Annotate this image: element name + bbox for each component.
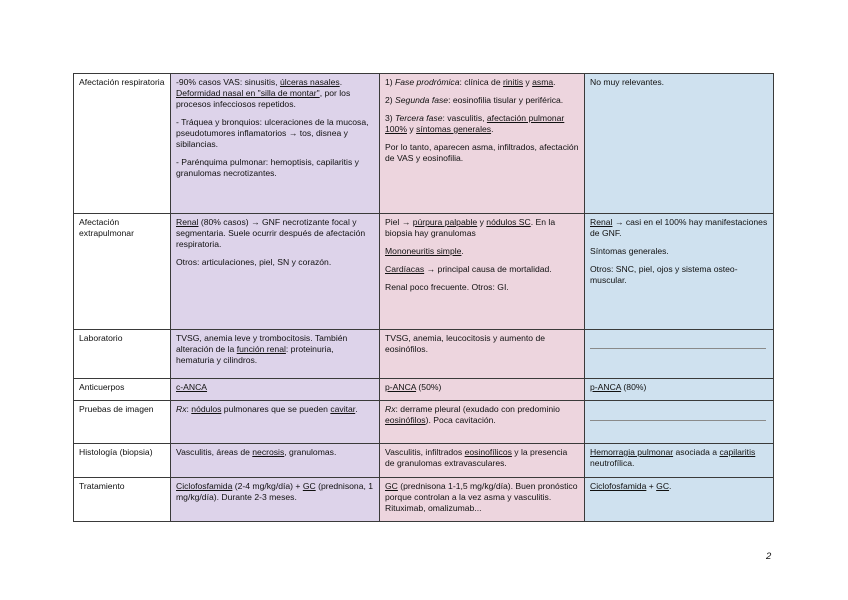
cell-extrapulmonary-col1 — [171, 214, 380, 330]
paragraph: Mononeuritis simple. — [385, 246, 464, 256]
cell-respiratory-col2 — [380, 74, 585, 214]
cell-respiratory-col1 — [171, 74, 380, 214]
cell-laboratory-col3 — [585, 330, 774, 379]
table-row-treatment — [74, 478, 774, 522]
cell-laboratory-col1: TVSG, anemia leve y trombocitosis. También alteración de la función renal: proteinuria, hematuria y cilindros. — [171, 330, 380, 379]
comparison-table — [73, 73, 774, 522]
row-header-respiratory: Afectación respiratoria — [74, 74, 171, 214]
cell-antibodies-col3: p-ANCA (80%) — [585, 379, 774, 401]
paragraph: Síntomas generales. — [590, 246, 669, 256]
table-row-laboratory — [74, 330, 774, 379]
cell-treatment-col3: Ciclofosfamida + GC. — [585, 478, 774, 522]
paragraph: Renal poco frecuente. Otros: GI. — [385, 282, 509, 292]
row-header-extrapulmonary: Afectación extrapulmonar — [74, 214, 171, 330]
paragraph: Renal → casi en el 100% hay manifestaciones de GNF. — [590, 217, 768, 238]
cell-treatment-col2: GC (prednisona 1-1,5 mg/kg/día). Buen pronóstico porque controlan a la vez asma y vasculitis. Rituximab, omalizumab... — [380, 478, 585, 522]
paragraph: Otros: articulaciones, piel, SN y corazón. — [176, 257, 332, 267]
paragraph: - Tráquea y bronquios: ulceraciones de la mucosa, pseudotumores inflamatorios → tos, disnea y sibilancias. — [176, 117, 369, 149]
cell-laboratory-col2: TVSG, anemia, leucocitosis y aumento de eosinófilos. — [380, 330, 585, 379]
table-row-histology — [74, 444, 774, 478]
paragraph: -90% casos VAS: sinusitis, úlceras nasales. Deformidad nasal en "silla de montar", por los procesos infecciosos repetidos. — [176, 77, 351, 109]
cell-extrapulmonary-col3 — [585, 214, 774, 330]
row-header-histology: Histología (biopsia) — [74, 444, 171, 478]
row-header-treatment: Tratamiento — [74, 478, 171, 522]
cell-histology-col2: Vasculitis, infiltrados eosinofílicos y la presencia de granulomas extravasculares. — [380, 444, 585, 478]
cell-respiratory-col3: No muy relevantes. — [585, 74, 774, 214]
cell-histology-col1: Vasculitis, áreas de necrosis, granulomas. — [171, 444, 380, 478]
empty-line — [590, 348, 766, 349]
paragraph: Piel → púrpura palpable y nódulos SC. En la biopsia hay granulomas — [385, 217, 556, 238]
table-row-respiratory — [74, 74, 774, 214]
cell-antibodies-col1: c-ANCA — [171, 379, 380, 401]
page-number: 2 — [766, 551, 772, 562]
cell-imaging-col3 — [585, 401, 774, 444]
paragraph: Otros: SNC, piel, ojos y sistema osteo-muscular. — [590, 264, 738, 285]
cell-extrapulmonary-col2 — [380, 214, 585, 330]
row-header-imaging: Pruebas de imagen — [74, 401, 171, 444]
cell-treatment-col1: Ciclofosfamida (2-4 mg/kg/día) + GC (prednisona, 1 mg/kg/día). Durante 2-3 meses. — [171, 478, 380, 522]
cell-imaging-col1: Rx: nódulos pulmonares que se pueden cavitar. — [171, 401, 380, 444]
paragraph: 1) Fase prodrómica: clínica de rinitis y asma. — [385, 77, 556, 87]
cell-histology-col3: Hemorragia pulmonar asociada a capilaritis neutrofílica. — [585, 444, 774, 478]
cell-imaging-col2: Rx: derrame pleural (exudado con predominio eosinófilos). Poca cavitación. — [380, 401, 585, 444]
empty-line — [590, 420, 766, 421]
paragraph: 2) Segunda fase: eosinofilia tisular y periférica. — [385, 95, 564, 105]
cell-antibodies-col2: p-ANCA (50%) — [380, 379, 585, 401]
paragraph: - Parénquima pulmonar: hemoptisis, capilaritis y granulomas necrotizantes. — [176, 157, 359, 178]
row-header-antibodies: Anticuerpos — [74, 379, 171, 401]
paragraph: 3) Tercera fase: vasculitis, afectación pulmonar 100% y síntomas generales. — [385, 113, 565, 134]
table-row-extrapulmonary — [74, 214, 774, 330]
table-row-antibodies — [74, 379, 774, 401]
paragraph: Por lo tanto, aparecen asma, infiltrados, afectación de VAS y eosinofilia. — [385, 142, 579, 163]
table-row-imaging — [74, 401, 774, 444]
paragraph: Renal (80% casos) → GNF necrotizante focal y segmentaria. Suele ocurrir después de afectación respiratoria. — [176, 217, 366, 249]
row-header-laboratory: Laboratorio — [74, 330, 171, 379]
paragraph: Cardíacas → principal causa de mortalidad. — [385, 264, 552, 274]
